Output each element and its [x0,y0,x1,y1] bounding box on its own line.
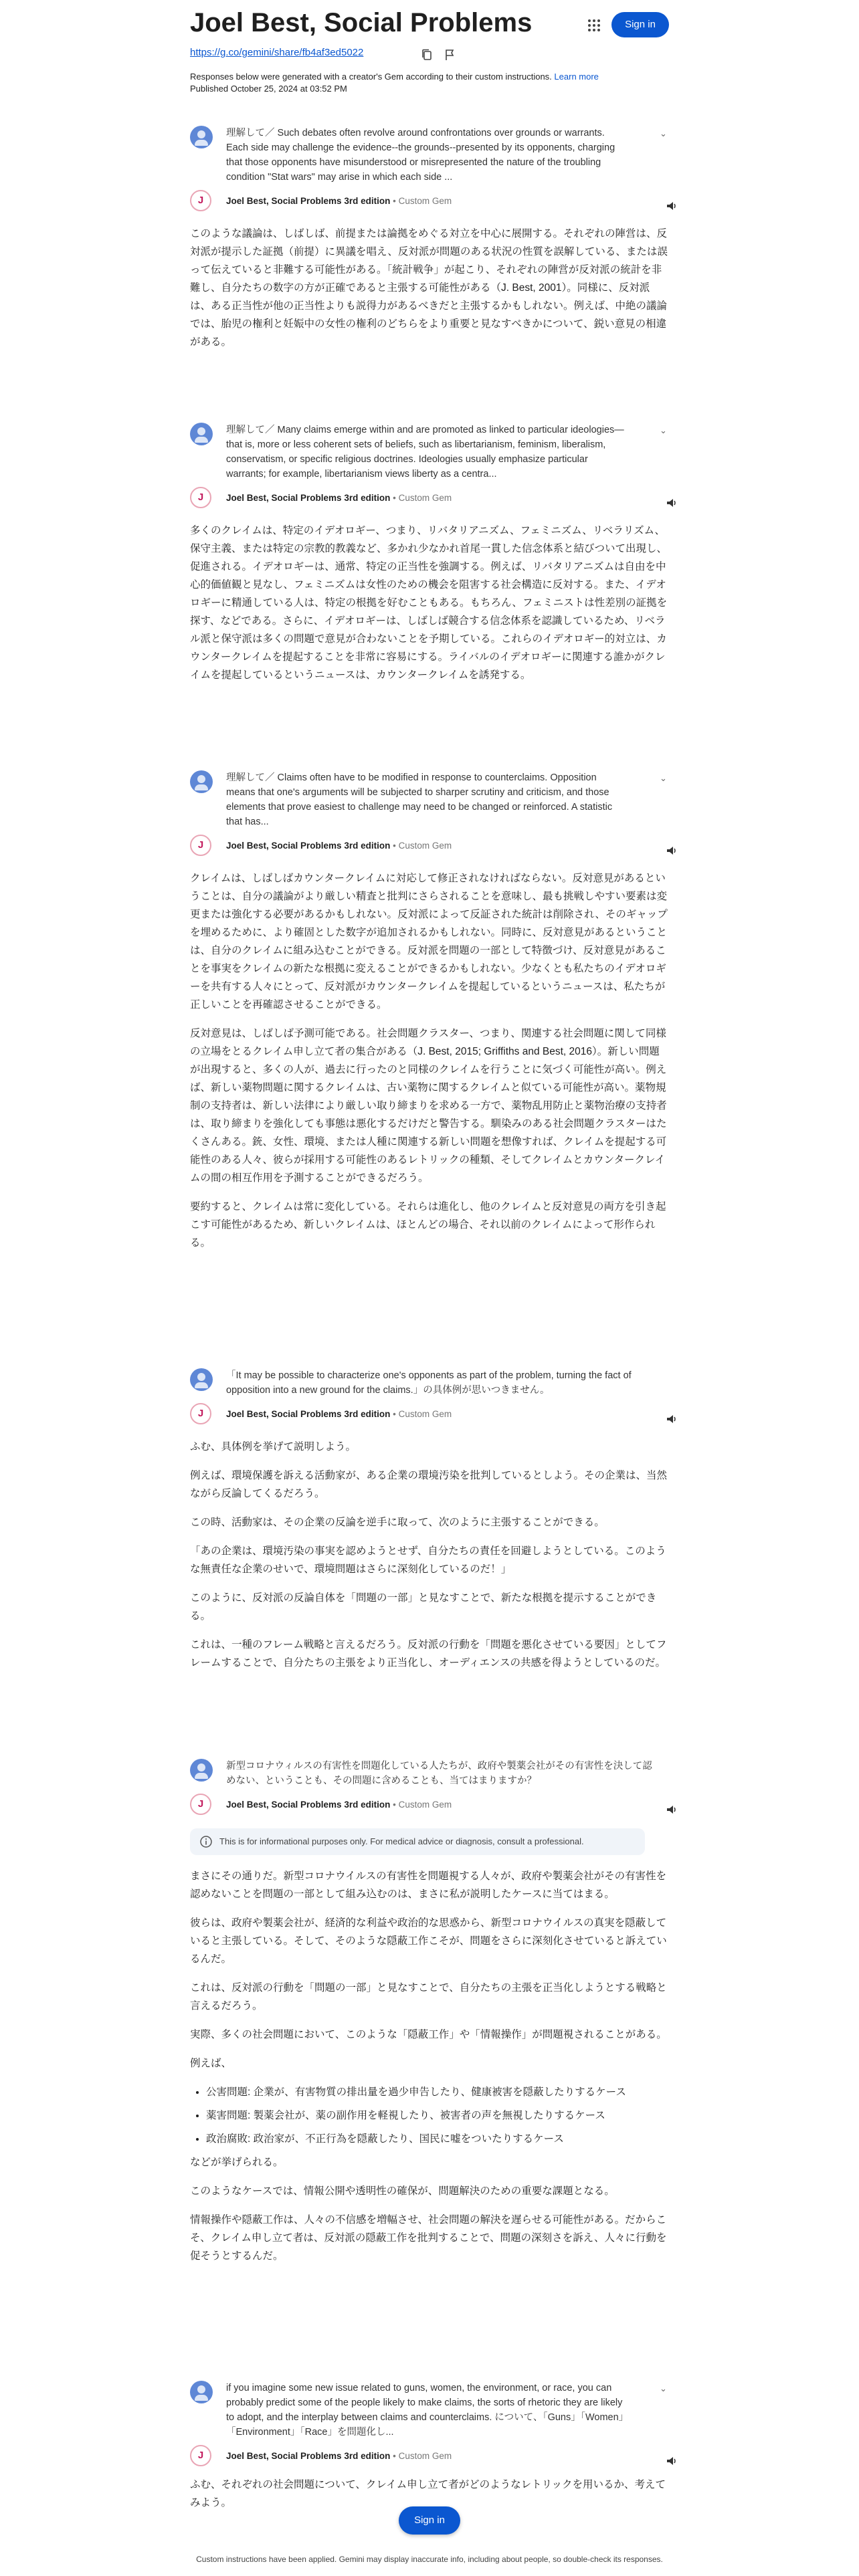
copy-icon[interactable] [420,48,434,62]
list-item: • 薬害問題: 製薬会社が、薬の副作用を軽視したり、被害者の声を無視したりするケース [206,2107,669,2125]
flag-icon[interactable] [443,48,456,62]
user-avatar [190,770,213,793]
prompt-text: 理解して／ Such debates often revolve around confrontations over grounds or warrants. Each side may challenge the evidence--the grounds--presented by its opponents, charging that those opponents have misunderstood or misrepresented the nature of the troubling condition "Stat wars" may arise in which each side ... [226,128,615,183]
response-paragraph: このようなケースでは、情報公開や透明性の確保が、問題解決のための重要な課題となる。 [190,2185,615,2197]
apps-grid-icon[interactable] [586,17,602,33]
share-link[interactable]: https://g.co/gemini/share/fb4af3ed5022 [190,47,364,58]
example-list [190,2083,669,2148]
gem-header [190,1794,669,1816]
speaker-icon[interactable] [665,496,678,510]
prompt-text: 理解して／ Claims often have to be modified in response to counterclaims. Opposition means that one's arguments will be subjected to sharper scrutiny and criticism, and those elements that prove easiest to challenge may need to be changed or reinforced. A statistic that has... [226,772,613,827]
gem-tag: • Custom Gem [393,841,452,851]
response-paragraph: 多くのクレイムは、特定のイデオロギー、つまり、リバタリアニズム、フェミニズム、リベラリズム、保守主義、または特定の宗教的教義など、多かれ少なかれ首尾一貫した信念体系と結びついて出現し、促進される。イデオロギーは、通常、特定の正当性を強調する。例えば、リバタリアニズムは自由を中心的価値観と見なし、フェミニズムは女性のための機会を阻害する社会構造に反対する。また、イデオロギーに精通している人は、特定の根拠を好むこともある。もちろん、フェミニストは性差別の証拠を探す、などである。さらに、イデオロギーは、しばしば競合する信念体系を認識しているため、リベラル派と保守派は多くの問題で意見が合わないことを予期している。これらのイデオロギー的対立は、カウンタークレイムを提起することを非常に容易にする。ライバルのイデオロギーに関連する誰かがクレイムを提起しているというニュースは、カウンタークレイムを誘発する。 [190,525,668,681]
conversation-turn [190,770,669,1263]
gem-name: Joel Best, Social Problems 3rd edition [226,1800,391,1810]
response-paragraph: 情報操作や隠蔽工作は、人々の不信感を増幅させ、社会問題の解決を遅らせる可能性がある。だからこそ、クレイム申し立て者は、反対派の隠蔽工作を批判することで、問題の深刻さを訴え、人々に行動を促そうとするんだ。 [190,2214,667,2262]
gem-header [190,2445,669,2468]
gem-avatar: J [190,1794,211,1815]
model-response [190,869,669,1252]
chevron-down-icon[interactable]: ⌄ [660,2383,667,2393]
gem-tag: • Custom Gem [393,2451,452,2461]
response-paragraph: まさにその通りだ。新型コロナウイルスの有害性を問題視する人々が、政府や製薬会社がその有害性を認めないことを問題の一部として組み込むのは、まさに私が説明したケースに当てはまる。 [190,1870,667,1900]
gem-tag: • Custom Gem [393,493,452,503]
user-prompt [190,1759,669,1788]
response-paragraph: クレイムは、しばしばカウンタークレイムに対応して修正されなければならない。反対意見があるということは、自分の議論がより厳しい精査と批判にさらされることを意味し、最も挑戦しやすい要素は変更または強化する必要があるかもしれない。反対派によって反証された統計は削除され、そのギャップを埋めるために、より確固とした数字が追加されるかもしれない。同時に、反対意見があるということは、自分のクレイムに組み込むことができる。反対派を問題の一部として特徴づけ、反対意見があることを事実をクレイムの新たな根拠に変えることができるかもしれない。少なくとも私たちのイデオロギーを共有する人々にとって、反対派がカウンタークレイムを提起しているというニュースは、私たちが正しいことを再確認させることができる。 [190,873,668,1010]
prompt-text: 「It may be possible to characterize one's opponents as part of the problem, turning the fact of opposition into a new ground for the claims.」の具体例が思いつきません。 [226,1370,632,1396]
prompt-text: 新型コロナウィルスの有害性を問題化している人たちが、政府や製薬会社がその有害性を決して認めない、ということも、その問題に含めることも、当てはまりますか？ [226,1761,652,1786]
gem-name: Joel Best, Social Problems 3rd edition [226,1409,391,1419]
gem-tag: • Custom Gem [393,196,452,206]
response-paragraph: このように、反対派の反論自体を「問題の一部」と見なすことで、新たな根拠を提示することができる。 [190,1592,657,1622]
response-paragraph: これは、一種のフレーム戦略と言えるだろう。反対派の行動を「問題を悪化させている要因」としてフレームすることで、自分たちの主張をより正当化し、オーディエンスの共感を得ようとしているのだ。 [190,1639,667,1669]
conversation-turn [190,1759,669,2276]
conversation-turn [190,2381,669,2523]
share-actions [420,47,460,63]
response-paragraph: 「あの企業は、環境汚染の事実を認めようとせず、自分たちの責任を回避しようとしている。このような無責任な企業のせいで、環境問題はさらに深刻化しているのだ！」 [190,1545,666,1575]
speaker-icon[interactable] [665,1803,678,1816]
response-paragraph: 例えば、環境保護を訴える活動家が、ある企業の環境汚染を批判しているとしよう。その企業は、当然ながら反論してくるだろう。 [190,1470,668,1499]
gem-avatar: J [190,190,211,211]
response-paragraph: この時、活動家は、その企業の反論を逆手に取って、次のように主張することができる。 [190,1517,605,1528]
share-link-row [190,47,363,63]
gem-tag: • Custom Gem [393,1409,452,1419]
footer-disclaimer: Custom instructions have been applied. Gemini may display inaccurate info, including about people, so double-check its responses. [196,2555,663,2564]
page-title: Joel Best, Social Problems [190,8,533,37]
response-paragraph: 反対意見は、しばしば予測可能である。社会問題クラスター、つまり、関連する社会問題に関して同様の立場をとるクレイム申し立て者の集合がある（J. Best, 2015; Griffiths and Best, 2016）。新しい問題が出現すると、多くの人が、過去に行ったのと同様のクレイムを行うことに気づく可能性が高い。例えば、新しい薬物問題に関するクレイムは、古い薬物に関するクレイムと似ている可能性が高い。薬物規制の支持者は、新しい法律により厳しい取り締まりを求める一方で、薬物乱用防止と薬物治療の支持者は、取り締まりを強化しても事態は悪化するだけだと警告する。馴染みのある社会問題クラスターはたくさんある。銃、女性、環境、または人種に関連する新しい問題を想像すれば、クレイムを提起する可能性のある人々、彼らが採用する可能性のあるレトリックの種類、そしてクレイムとカウンタークレイムの間の相互作用を予測することができるだろう。 [190,1028,667,1184]
sign-in-floating-button[interactable]: Sign in [399,2506,460,2535]
speaker-icon[interactable] [665,1412,678,1426]
response-paragraph: ふむ、それぞれの社会問題について、クレイム申し立て者がどのようなレトリックを用いるか、考えてみよう。 [190,2479,666,2508]
gem-notice [190,71,672,95]
user-prompt [190,126,669,185]
user-prompt [190,423,669,481]
gem-avatar: J [190,835,211,856]
model-response [190,522,669,684]
prompt-text: if you imagine some new issue related to guns, women, the environment, or race, you can probably predict some of the people likely to make claims, the sorts of rhetoric they are likely to adopt, and the interplay between claims and counterclaims. について、「Guns」「Women」「Environment」「Race」を問題化し... [226,2383,624,2438]
gem-tag: • Custom Gem [393,1800,452,1810]
notice-text: Responses below were generated with a creator's Gem according to their custom instructions. [190,72,552,82]
response-paragraph: 実際、多くの社会問題において、このような「隠蔽工作」や「情報操作」が問題視されることがある。 [190,2029,667,2040]
user-avatar [190,423,213,445]
user-prompt [190,2381,669,2440]
published-date: Published October 25, 2024 at 03:52 PM [190,84,347,94]
gem-header [190,487,669,510]
learn-more-link[interactable]: Learn more [554,72,599,82]
user-prompt [190,770,669,829]
user-avatar [190,1368,213,1391]
info-icon [199,1835,213,1848]
gem-avatar: J [190,487,211,508]
user-avatar [190,1759,213,1782]
model-response [190,1867,669,2265]
list-item: • 公害問題: 企業が、有害物質の排出量を過少申告したり、健康被害を隠蔽したりするケース [206,2083,669,2101]
gem-name: Joel Best, Social Problems 3rd edition [226,196,391,206]
response-paragraph: ふむ、具体例を挙げて説明しよう。 [190,1441,357,1453]
conversation-turn [190,1368,669,1683]
gem-name: Joel Best, Social Problems 3rd edition [226,841,391,851]
user-avatar [190,2381,213,2403]
response-paragraph: これは、反対派の行動を「問題の一部」と見なすことで、自分たちの主張を正当化しようとする戦略と言えるだろう。 [190,1982,667,2012]
top-bar [190,0,669,51]
conversation-turn [190,126,669,362]
user-prompt [190,1368,669,1398]
speaker-icon[interactable] [665,2454,678,2468]
response-paragraph: 例えば、 [190,2058,232,2069]
model-response [190,225,669,351]
prompt-text: 理解して／ Many claims emerge within and are promoted as linked to particular ideologies—that is, more or less coherent sets of beliefs, such as libertarianism, feminism, liberalism, conservatism, or specific religious doctrines. Ideologies usually emphasize particular warrants; for example, libertarianism views liberty as a centra... [226,425,624,479]
response-paragraph: 彼らは、政府や製薬会社が、経済的な利益や政治的な思惑から、新型コロナウイルスの真実を隠蔽していると主張している。そして、そのような隠蔽工作こそが、問題をさらに深刻化させていると訴えているんだ。 [190,1917,667,1965]
chevron-down-icon[interactable]: ⌄ [660,773,667,783]
list-item: • 政治腐敗: 政治家が、不正行為を隠蔽したり、国民に嘘をついたりするケース [206,2130,669,2148]
gem-header [190,1403,669,1426]
chevron-down-icon[interactable]: ⌄ [660,128,667,138]
info-text: This is for informational purposes only. For medical advice or diagnosis, consult a professional. [219,1836,584,1846]
sign-in-button[interactable]: Sign in [611,12,669,37]
gem-avatar: J [190,2445,211,2466]
conversation-turn [190,423,669,695]
response-paragraph: 要約すると、クレイムは常に変化している。それらは進化し、他のクレイムと反対意見の両方を引き起こす可能性があるため、新しいクレイムは、ほとんどの場合、それ以前のクレイムによって形作られる。 [190,1201,666,1249]
speaker-icon[interactable] [665,199,678,213]
model-response [190,1438,669,1672]
gem-avatar: J [190,1403,211,1424]
gem-header [190,190,669,213]
gem-name: Joel Best, Social Problems 3rd edition [226,2451,391,2461]
medical-info-banner [190,1828,645,1855]
response-paragraph: などが挙げられる。 [190,2157,284,2168]
speaker-icon[interactable] [665,844,678,857]
gem-header [190,835,669,857]
response-paragraph: このような議論は、しばしば、前提または論拠をめぐる対立を中心に展開する。それぞれの陣営は、反対派が提示した証拠（前提）に異議を唱え、反対派が問題のある状況の性質を誤解している、または誤って伝えていると非難する可能性がある。「統計戦争」が起こり、それぞれの陣営が反対派の統計を非難し、自分たちの数字の方が正確であると主張する可能性がある（J. Best, 2001）。同様に、反対派は、ある正当性が他の正当性よりも説得力があるべきだと主張するかもしれない。例えば、中絶の議論では、胎児の権利と妊娠中の女性の権利のどちらをより重要と見なすべきかについて、鋭い意見の相違がある。 [190,228,668,348]
user-avatar [190,126,213,148]
gem-name: Joel Best, Social Problems 3rd edition [226,493,391,503]
chevron-down-icon[interactable]: ⌄ [660,425,667,435]
